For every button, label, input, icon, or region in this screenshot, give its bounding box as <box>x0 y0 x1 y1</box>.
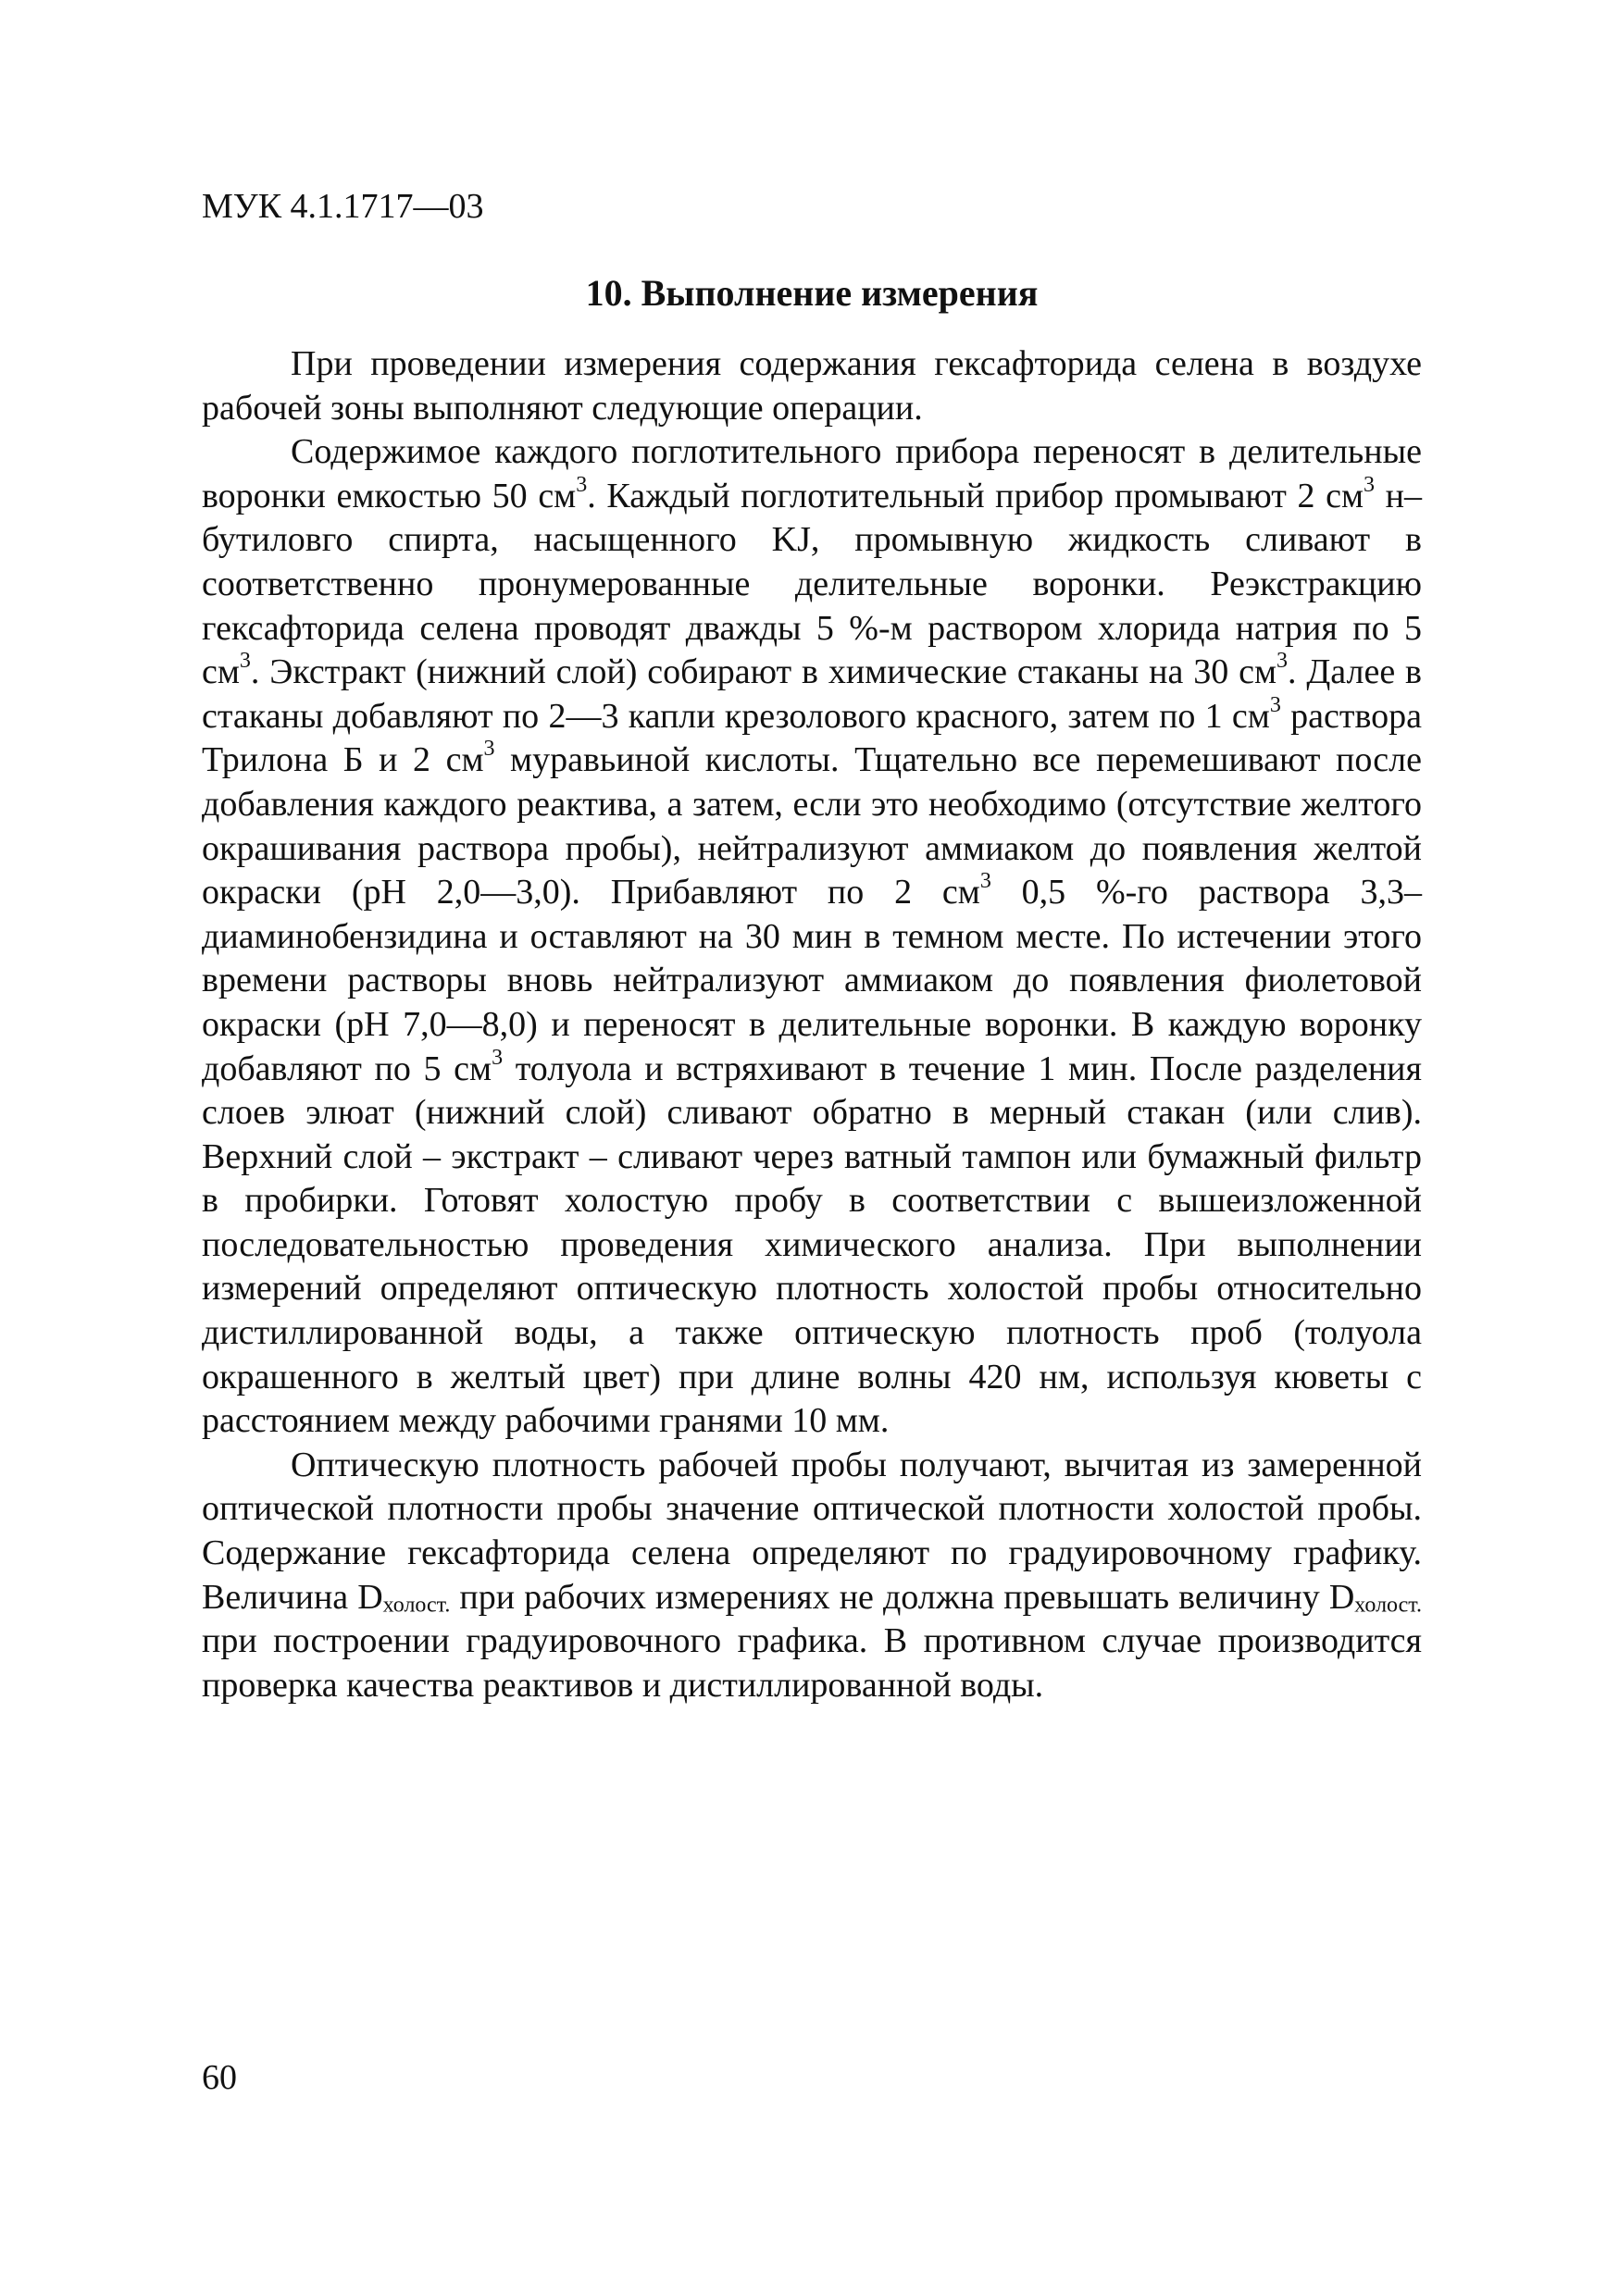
paragraph-calculation: Оптическую плотность рабочей пробы получают, вычитая из замеренной оптической плотности пробы значение оптической плотности холостой пробы. Содержание гексафторида селена определяют по градуировочному графику. Величина $D_{холост.}$ при рабочих измерениях не должна превышать величину $D_{холост.}$ при построении градуировочного графика. В противном случае производится проверка качества реактивов и дистиллированной воды. <box>202 1445 1422 1705</box>
page-number: 60 <box>202 2058 237 2097</box>
paragraph-intro: При проведении измерения содержания гексафторида селена в воздухе рабочей зоны выполняют следующие операции. <box>202 344 1422 428</box>
document-code-header: МУК 4.1.1717—03 <box>202 187 484 226</box>
page-content <box>202 270 1422 1707</box>
section-title: 10. Выполнение измерения <box>585 272 1039 314</box>
paragraph-procedure: Содержимое каждого поглотительного прибора переносят в делительные воронки емкостью 50 $см^3$. Каждый поглотительный прибор промывают 2 $см^3$ н–бутиловго спирта, насыщенного KJ, промывную жидкость сливают в соответственно пронумерованные делительные воронки. Реэкстракцию гексафторида селена проводят дважды 5 %-м раствором хлорида натрия по 5 $см^3$. Экстракт (нижний слой) собирают в химические стаканы на 30 $см^3$. Далее в стаканы добавляют по 2—3 капли крезолового красного, затем по 1 $см^3$ раствора Трилона Б и 2 $см^3$ муравьиной кислоты. Тщательно все перемешивают после добавления каждого реактива, а затем, если это необходимо (отсутствие желтого окрашивания раствора пробы), нейтрализуют аммиаком до появления желтой окраски (рН 2,0—3,0). Прибавляют по 2 $см^3$ 0,5 %-го раствора 3,3–диаминобензидина и оставляют на 30 мин в темном месте. По истечении этого времени растворы вновь нейтрализуют аммиаком до появления фиолетовой окраски (рН 7,0—8,0) и переносят в делительные воронки. В каждую воронку добавляют по 5 $см^3$ толуола и встряхивают в течение 1 мин. После разделения слоев элюат (нижний слой) сливают обратно в мерный стакан (или слив). Верхний слой – экстракт – сливают через ватный тампон или бумажный фильтр в пробирки. Готовят холостую пробу в соответствии с вышеизложенной последовательностью проведения химического анализа. При выполнении измерений определяют оптическую плотность холостой пробы относительно дистиллированной воды, а также оптическую плотность проб (толуола окрашенного в желтый цвет) при длине волны 420 нм, используя кюветы с расстоянием между рабочими гранями 10 мм. <box>202 432 1422 1441</box>
